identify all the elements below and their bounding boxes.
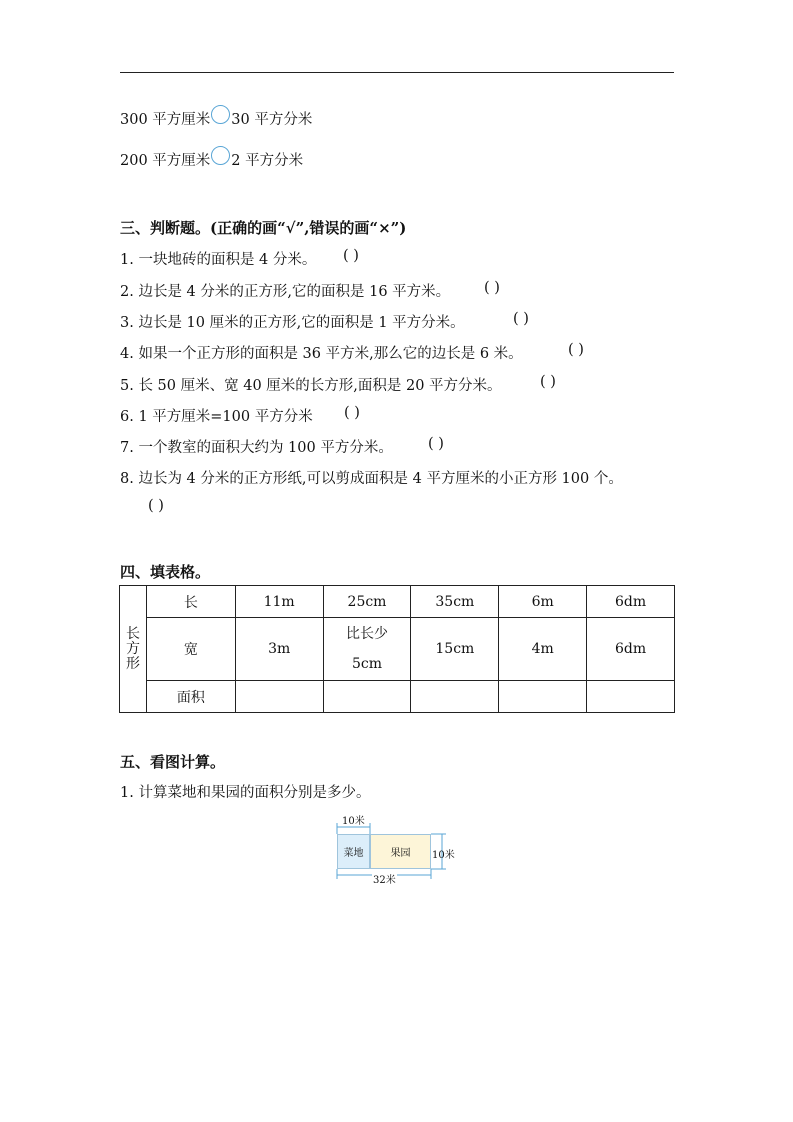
row-header-length: 长 xyxy=(146,586,235,618)
area-answer-cell[interactable] xyxy=(499,681,587,713)
section-3-title: 三、判断题。(正确的画“√”,错误的画“×”) xyxy=(120,219,407,237)
row-header-area: 面积 xyxy=(146,681,235,713)
judge-item-7: 7. 一个教室的面积大约为 100 平方分米。 xyxy=(120,440,393,456)
answer-paren-5[interactable]: ( ) xyxy=(540,374,556,390)
table-cell: 4m xyxy=(499,618,587,681)
table-cell: 35cm xyxy=(411,586,499,618)
vegetable-plot: 菜地 xyxy=(337,834,370,869)
judge-item-8: 8. 边长为 4 分米的正方形纸,可以剪成面积是 4 平方厘米的小正方形 100 个。 xyxy=(120,471,623,487)
answer-paren-3[interactable]: ( ) xyxy=(513,311,529,327)
right-dimension-label: 10米 xyxy=(432,850,455,861)
table-row xyxy=(120,681,675,713)
judge-item-1: 1. 一块地砖的面积是 4 分米。 xyxy=(120,252,317,268)
calc-question-1: 1. 计算菜地和果园的面积分别是多少。 xyxy=(120,785,371,801)
table-cell: 6dm xyxy=(587,586,675,618)
judge-item-6: 6. 1 平方厘米=100 平方分米 xyxy=(120,409,313,425)
answer-paren-7[interactable]: ( ) xyxy=(428,436,444,452)
answer-circle[interactable] xyxy=(211,105,230,124)
area-answer-cell[interactable] xyxy=(411,681,499,713)
area-answer-cell[interactable] xyxy=(323,681,411,713)
table-cell: 比长少 5cm xyxy=(323,618,411,681)
comparison-right: 2 平方分米 xyxy=(231,153,304,169)
table-cell: 11m xyxy=(235,586,323,618)
bottom-dimension-label: 32米 xyxy=(372,871,397,886)
table-cell: 15cm xyxy=(411,618,499,681)
answer-paren-6[interactable]: ( ) xyxy=(344,405,360,421)
judge-item-5: 5. 长 50 厘米、宽 40 厘米的长方形,面积是 20 平方分米。 xyxy=(120,378,502,394)
answer-paren-4[interactable]: ( ) xyxy=(568,342,584,358)
section-4-title: 四、填表格。 xyxy=(120,563,211,581)
answer-paren-2[interactable]: ( ) xyxy=(484,280,500,296)
area-answer-cell[interactable] xyxy=(235,681,323,713)
top-dimension-label: 10米 xyxy=(342,816,365,827)
area-answer-cell[interactable] xyxy=(587,681,675,713)
table-cell: 3m xyxy=(235,618,323,681)
table-cell: 6dm xyxy=(587,618,675,681)
table-cell: 25cm xyxy=(323,586,411,618)
comparison-left: 200 平方厘米 xyxy=(120,153,211,169)
answer-paren-8[interactable]: ( ) xyxy=(148,498,164,514)
table-row xyxy=(120,586,675,618)
row-header-width: 宽 xyxy=(146,618,235,681)
section-5-title: 五、看图计算。 xyxy=(120,753,226,771)
side-label: 长 方 形 xyxy=(120,586,147,713)
garden-figure xyxy=(334,812,464,884)
judge-item-4: 4. 如果一个正方形的面积是 36 平方米,那么它的边长是 6 米。 xyxy=(120,346,523,362)
orchard-plot: 果园 xyxy=(370,834,431,869)
comparison-2 xyxy=(120,149,303,170)
answer-paren-1[interactable]: ( ) xyxy=(343,248,359,264)
comparison-1 xyxy=(120,108,312,129)
table-row xyxy=(120,618,675,681)
comparison-left: 300 平方厘米 xyxy=(120,112,211,128)
judge-item-2: 2. 边长是 4 分米的正方形,它的面积是 16 平方米。 xyxy=(120,284,451,300)
rectangle-table xyxy=(119,585,675,713)
comparison-right: 30 平方分米 xyxy=(231,112,313,128)
header-rule xyxy=(120,72,674,73)
table-cell: 6m xyxy=(499,586,587,618)
judge-item-3: 3. 边长是 10 厘米的正方形,它的面积是 1 平方分米。 xyxy=(120,315,465,331)
answer-circle[interactable] xyxy=(211,146,230,165)
